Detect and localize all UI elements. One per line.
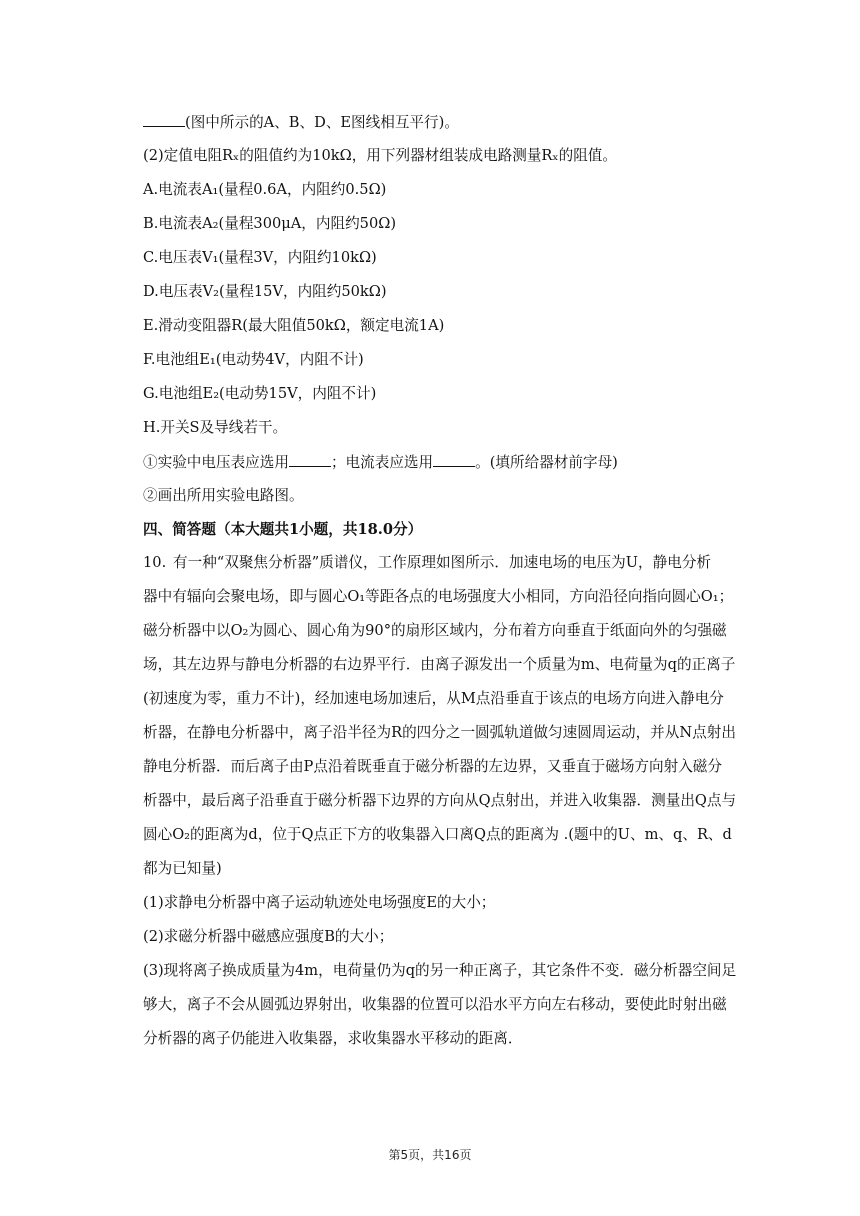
question-10-line: 磁分析器中以O₂为圆心、圆心角为90°的扇形区域内，分布着方向垂直于纸面向外的匀强磁 [143, 622, 727, 639]
text-line: ①实验中电压表应选用 ；电流表应选用 。(填所给器材前字母) [143, 454, 618, 471]
question-10-line: 场，其左边界与静电分析器的右边界平行．由离子源发出一个质量为m、电荷量为q的正离子 [143, 656, 736, 673]
answer-blank [289, 452, 331, 467]
text-line: ②画出所用实验电路图。 [143, 487, 304, 504]
sub-question-3: 分析器的离子仍能进入收集器，求收集器水平移动的距离． [143, 1030, 523, 1047]
option-h: H.开关S及导线若干。 [143, 419, 288, 436]
sub-question-3: (3)现将离子换成质量为4m，电荷量仍为q的另一种正离子，其它条件不变．磁分析器空间足 [143, 962, 737, 979]
answer-blank [433, 452, 475, 467]
question-10-line: 器中有辐向会聚电场，即与圆心O₁等距各点的电场强度大小相同，方向沿径向指向圆心O₁； [143, 588, 734, 605]
question-10-line: 都为已知量) [143, 860, 222, 877]
text-line: (2)定值电阻Rₓ的阻值约为10kΩ，用下列器材组装成电路测量Rₓ的阻值。 [143, 147, 617, 164]
option-g: G.电池组E₂(电动势15V，内阻不计) [143, 385, 377, 402]
section-heading: 四、简答题（本大题共1小题，共18.0分） [143, 521, 423, 538]
question-10-line: 静电分析器．而后离子由P点沿着既垂直于磁分析器的左边界，又垂直于磁场方向射入磁分 [143, 758, 722, 775]
sub-question-2: (2)求磁分析器中磁感应强度B的大小； [143, 928, 394, 945]
option-e: E.滑动变阻器R(最大阻值50kΩ，额定电流1A) [143, 317, 445, 334]
question-number: 10. [143, 554, 167, 571]
option-d: D.电压表V₂(量程15V，内阻约50kΩ) [143, 283, 387, 300]
page-footer: 第5页，共16页 [388, 1148, 472, 1162]
question-10-line: (初速度为零，重力不计)，经加速电场加速后，从M点沿垂直于该点的电场方向进入静电分 [143, 690, 724, 707]
answer-blank [143, 112, 185, 127]
sub-question-1: (1)求静电分析器中离子运动轨迹处电场强度E的大小； [143, 894, 496, 911]
option-a: A.电流表A₁(量程0.6A，内阻约0.5Ω) [143, 181, 387, 198]
option-b: B.电流表A₂(量程300μA，内阻约50Ω) [143, 215, 397, 232]
question-10-line: 析器中，最后离子沿垂直于磁分析器下边界的方向从Q点射出，并进入收集器．测量出Q点与 [143, 792, 737, 809]
option-c: C.电压表V₁(量程3V，内阻约10kΩ) [143, 249, 377, 266]
text-line: (图中所示的A、B、D、E图线相互平行)。 [143, 112, 459, 133]
question-10-line: 圆心O₂的距离为d，位于Q点正下方的收集器入口离Q点的距离为 .(题中的U、m、q、R、d [143, 826, 732, 843]
question-10-line: 析器，在静电分析器中，离子沿半径为R的四分之一圆弧轨道做匀速圆周运动，并从N点射出 [143, 724, 736, 741]
option-f: F.电池组E₁(电动势4V，内阻不计) [143, 351, 364, 368]
sub-question-3: 够大，离子不会从圆弧边界射出，收集器的位置可以沿水平方向左右移动，要使此时射出磁 [143, 996, 727, 1013]
question-10-line: 10. 有一种“双聚焦分析器”质谱仪，工作原理如图所示．加速电场的电压为U，静电分析 [143, 554, 712, 571]
